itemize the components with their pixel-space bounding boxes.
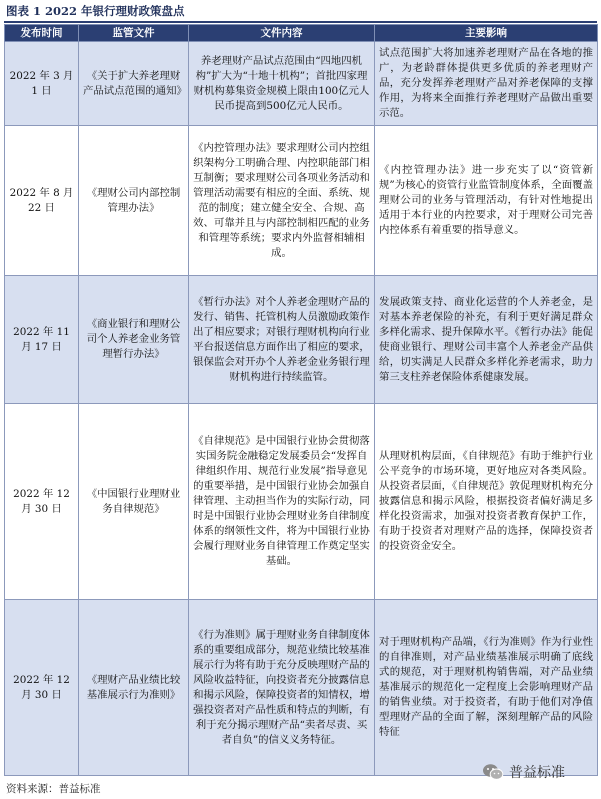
cell-date: 2022 年 11 月 17 日 (5, 276, 79, 404)
cell-document: 《商业银行和理财公司个人养老金业务管理暂行办法》 (79, 276, 189, 404)
header-content: 文件内容 (189, 25, 375, 42)
cell-content: 《自律规范》是中国银行业协会贯彻落实国务院金融稳定发展委员会“发挥自律组织作用、规范行业发展”指导意见的重要举措，是中国银行业协会加强自律管理、主动担当作为的实际行动，同时是中国银行业协会理财业务自律制度体系的纲领性文件，将为中国银行业协会履行理财业务自律管理工作奠定坚实基础。 (189, 404, 375, 600)
table-header-row (5, 25, 598, 42)
cell-document: 《中国银行业理财业务自律规范》 (79, 404, 189, 600)
policy-table (4, 24, 598, 776)
cell-date: 2022 年 12 月 30 日 (5, 600, 79, 776)
cell-content: 《内控管理办法》要求理财公司内控组织架构分工明确合理、内控职能部门相互制衡；要求理财公司各项业务活动和管理活动需要有相应的全面、系统、规范的制度；建立健全安全、合规、高效、可靠并且与内部控制相匹配的业务和管理等系统；要求内外监督相辅相成。 (189, 126, 375, 276)
cell-content: 《暂行办法》对个人养老金理财产品的发行、销售、托管机构人员激励政策作出了相应要求；对银行理财机构向行业平台报送信息方面作出了相应的要求，银保监会对开办个人养老金业务银行理财机构进行持续监管。 (189, 276, 375, 404)
table-row (5, 404, 598, 600)
table-row (5, 126, 598, 276)
header-impact: 主要影响 (375, 25, 598, 42)
table-row (5, 600, 598, 776)
cell-date: 2022 年 8 月 22 日 (5, 126, 79, 276)
header-document: 监管文件 (79, 25, 189, 42)
source-note: 资料来源：普益标准 (6, 783, 101, 795)
table-row (5, 276, 598, 404)
cell-document: 《理财产品业绩比较基准展示行为准则》 (79, 600, 189, 776)
cell-content: 养老理财产品试点范围由“四地四机构”扩大为“十地十机构”；首批四家理财机构募集资金规模上限由100亿元人民币提高到500亿元人民币。 (189, 42, 375, 126)
brand-watermark (482, 760, 565, 784)
title-divider (4, 21, 597, 23)
cell-content: 《行为准则》属于理财业务自律制度体系的重要组成部分，规范业绩比较基准展示行为将有助于充分反映理财产品的风险收益特征，向投资者充分披露信息和揭示风险，保障投资者的知情权，增强投资者对产品性质和特点的判断，有利于充分揭示理财产品“卖者尽责、买者自负”的信义义务特征。 (189, 600, 375, 776)
cell-impact: 试点范围扩大将加速养老理财产品在各地的推广，为老龄群体提供更多优质的养老理财产品，充分发挥养老理财产品对养老保障的支撑作用，为将来全面推行养老理财产品做出重要示范。 (375, 42, 598, 126)
table-title: 图表 1 2022 年银行理财政策盘点 (6, 4, 185, 18)
cell-document: 《关于扩大养老理财产品试点范围的通知》 (79, 42, 189, 126)
cell-impact: 发展政策支持、商业化运营的个人养老金，是对基本养老保险的补充，有利于更好满足群众多样化需求、提升保障水平。《暂行办法》能促使商业银行、理财公司丰富个人养老金产品供给，切实满足人民群众多样化养老需求，助力第三支柱养老保险体系健康发展。 (375, 276, 598, 404)
cell-date: 2022 年 3 月 1 日 (5, 42, 79, 126)
cell-impact: 《内控管理办法》进一步充实了以“资管新规”为核心的资管行业监管制度体系，全面覆盖理财公司的业务与管理活动，有针对性地提出适用于本行业的内控要求，对于理财公司完善内控体系有着重要的指导意义。 (375, 126, 598, 276)
brand-name: 普益标准 (509, 765, 565, 781)
table-row (5, 42, 598, 126)
wechat-icon (482, 763, 504, 781)
cell-impact: 从理财机构层面，《自律规范》有助于维护行业公平竞争的市场环境，更好地应对各类风险。从投资者层面，《自律规范》敦促理财机构充分披露信息和揭示风险，根据投资者偏好满足多样化投资需求，加强对投资者教育保护工作，有助于投资者对理财产品的选择，保障投资者的投资资金安全。 (375, 404, 598, 600)
cell-document: 《理财公司内部控制管理办法》 (79, 126, 189, 276)
header-date: 发布时间 (5, 25, 79, 42)
cell-impact: 对于理财机构产品端，《行为准则》作为行业性的自律准则，对产品业绩基准展示明确了底线式的规范，对于理财机构销售端，对产品业绩基准展示的规范化一定程度上会影响理财产品的销售业绩。对于投资者，有助于他们对净值型理财产品的全面了解，深刻理解产品的风险特征 (375, 600, 598, 776)
cell-date: 2022 年 12 月 30 日 (5, 404, 79, 600)
